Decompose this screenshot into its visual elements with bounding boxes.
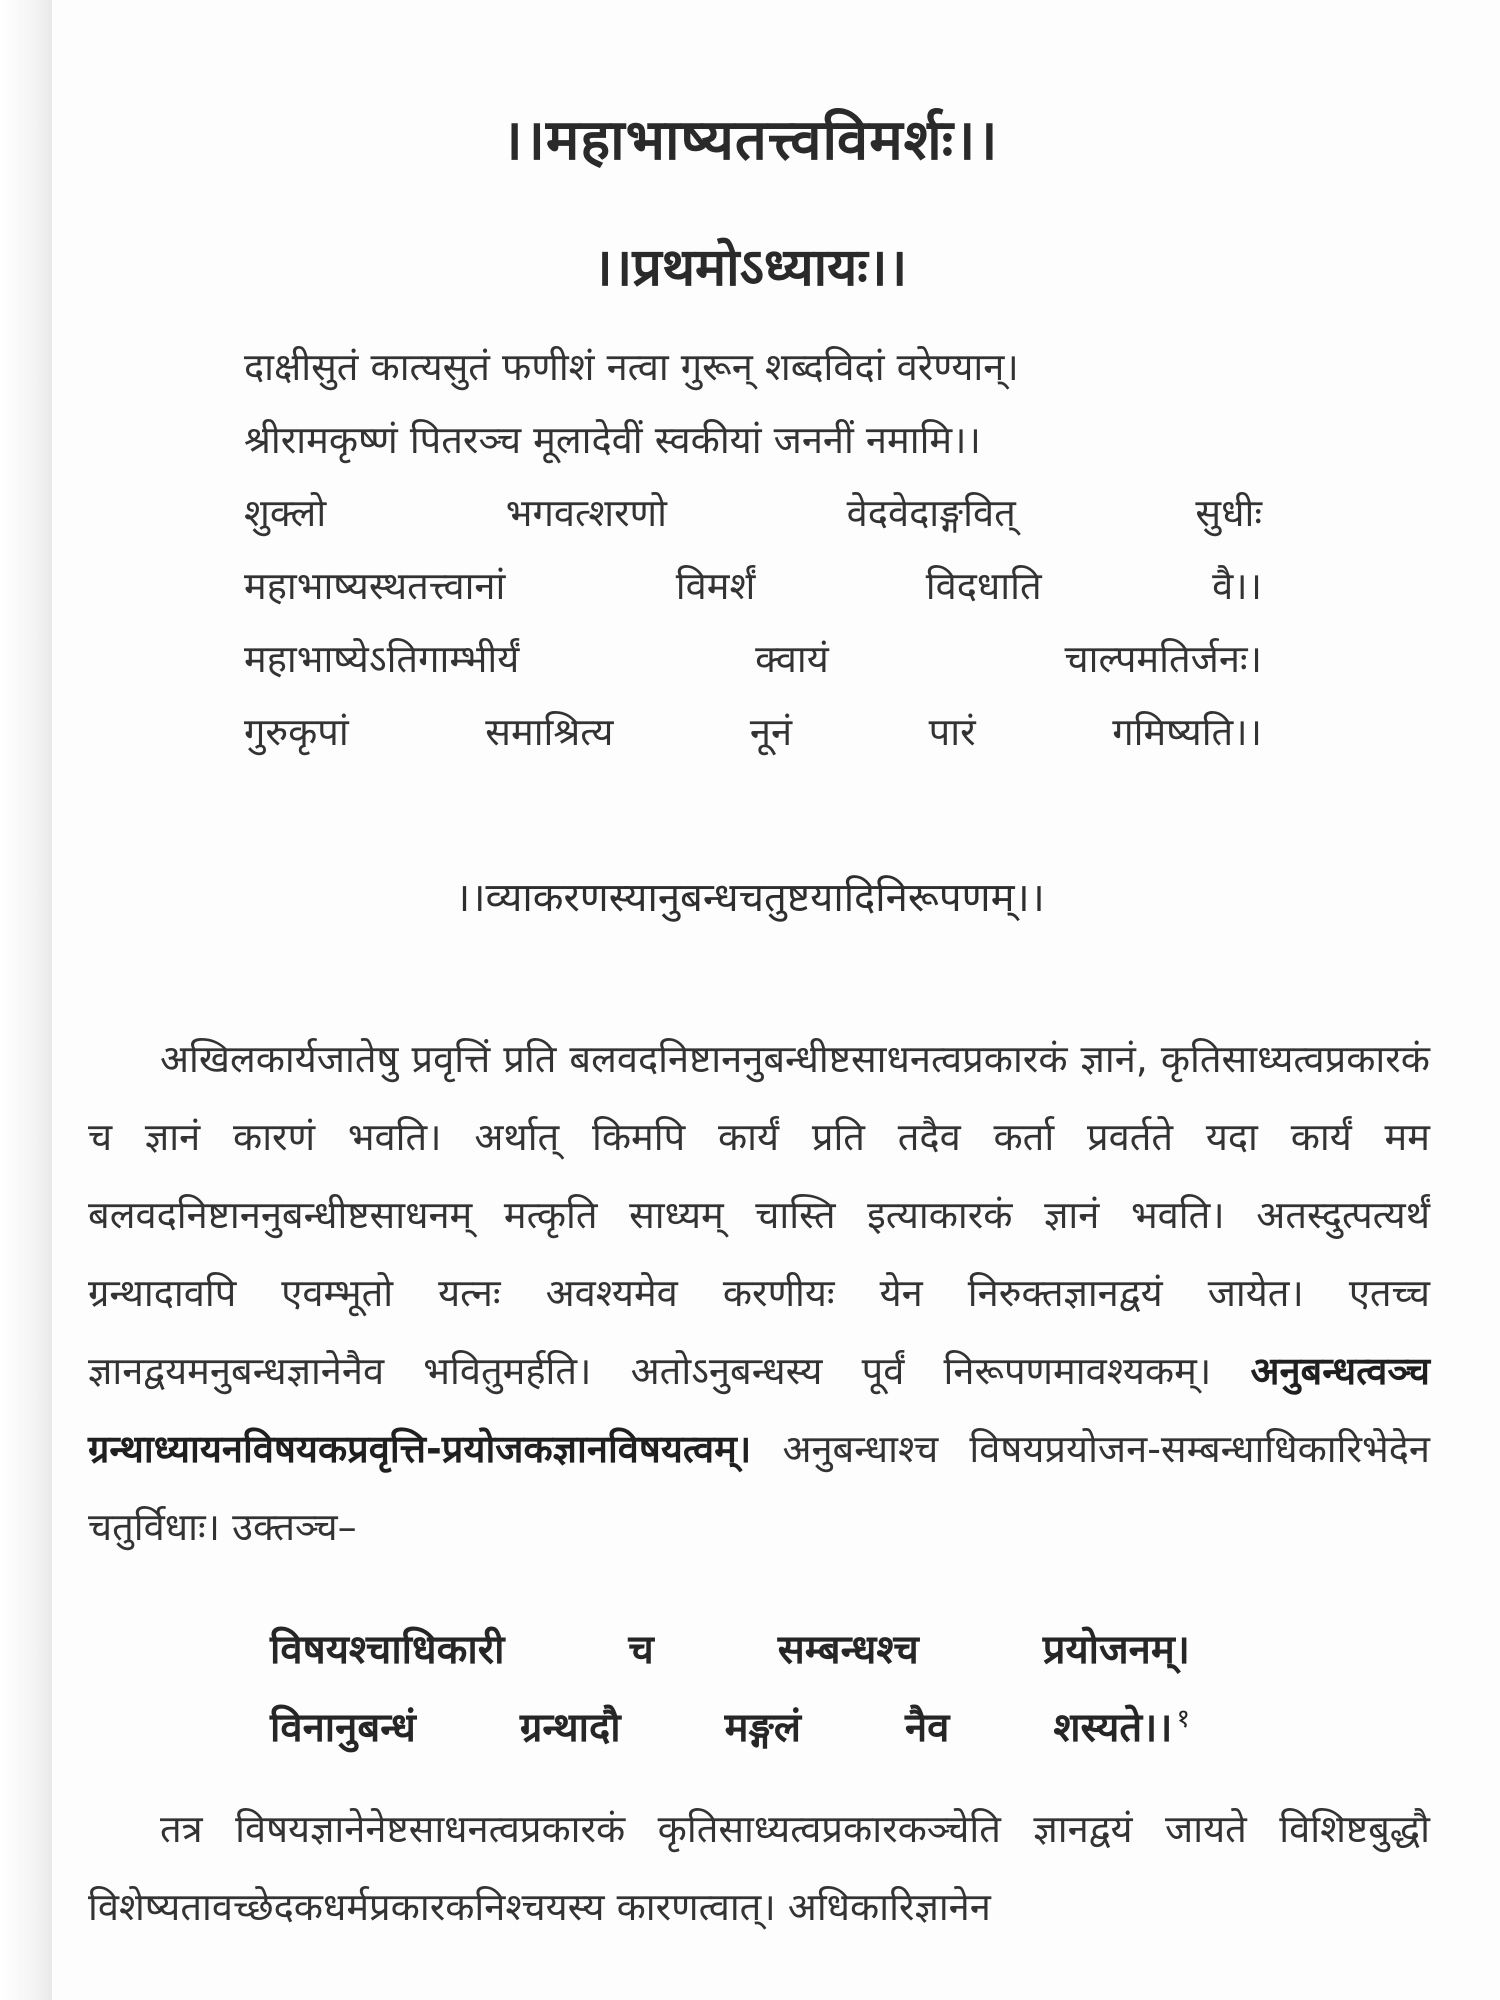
verse-word: महाभाष्येऽतिगाम्भीर्यं bbox=[244, 637, 520, 681]
quoted-verse bbox=[270, 1620, 1190, 1776]
chapter-title: ।।प्रथमोऽध्यायः।। bbox=[592, 238, 908, 298]
verse-word: क्वायं bbox=[755, 637, 829, 681]
section-heading: ।।व्याकरणस्यानुबन्धचतुष्टयादिनिरूपणम्।। bbox=[455, 875, 1045, 921]
quote-word: नैव bbox=[904, 1705, 950, 1751]
verse-text: श्रीरामकृष्णं पितरञ्च मूलादेवीं स्वकीयां जननीं नमामि।। bbox=[244, 418, 981, 462]
verse-word: पारं bbox=[928, 710, 976, 754]
verse-line bbox=[244, 632, 1262, 705]
footnote-marker[interactable]: १ bbox=[1176, 1703, 1190, 1734]
quote-word: प्रयोजनम्। bbox=[1042, 1627, 1190, 1673]
paragraph-text: अनुबन्धाश्च विषयप्रयोजन-सम्बन्धाधिकारिभेदेन चतुर्विधाः। उक्तञ्च– bbox=[88, 1427, 1430, 1549]
quote-word: सम्बन्धश्च bbox=[777, 1627, 919, 1673]
verse-line bbox=[244, 413, 1262, 486]
quote-word: ग्रन्थादौ bbox=[519, 1705, 621, 1751]
quote-word: च bbox=[628, 1627, 654, 1673]
verse-word: महाभाष्यस्थतत्त्वानां bbox=[244, 564, 506, 608]
verse-line bbox=[244, 486, 1262, 559]
verse-word: समाश्रित्य bbox=[485, 710, 614, 754]
verse-word: गुरुकृपां bbox=[244, 710, 349, 754]
book-title: ।।महाभाष्यतत्त्वविमर्शः।। bbox=[501, 108, 999, 173]
verse-word: वै।। bbox=[1212, 564, 1262, 608]
verse-word: चाल्पमतिर्जनः। bbox=[1064, 637, 1262, 681]
quote-word: मङ्गलं bbox=[724, 1705, 801, 1751]
verse-word: सुधीः bbox=[1195, 491, 1262, 535]
quote-line bbox=[270, 1620, 1190, 1698]
paragraph-text: अखिलकार्यजातेषु प्रवृत्तिं प्रति बलवदनिष्टाननुबन्धीष्टसाधनत्वप्रकारकं ज्ञानं, कृतिसाध्यत्वप्रकारकं च ज्ञानं कारणं भवति। अर्थात् किमपि कार्यं प्रति तदैव कर्ता प्रवर्तते यदा कार्यं मम बलवदनिष्टाननुबन्धीष्टसाधनम् मत्कृति साध्यम् चास्ति इत्याकारकं ज्ञानं भवति। अतस्दुत्पत्यर्थं ग्रन्थादावपि एवम्भूतो यत्नः अवश्यमेव करणीयः येन निरुक्तज्ञानद्वयं जायेत। एतच्च ज्ञानद्वयमनुबन्धज्ञानेनैव भवितुमर्हति। अतोऽनुबन्धस्य पूर्वं निरूपणमावश्यकम्। bbox=[88, 1037, 1430, 1393]
verse-word: शुक्लो bbox=[244, 491, 327, 535]
verse-line bbox=[244, 340, 1262, 413]
verse-word: गमिष्यति।। bbox=[1112, 710, 1262, 754]
verse-word: वेदवेदाङ्गवित् bbox=[846, 491, 1016, 535]
verse-line bbox=[244, 705, 1262, 778]
verse-word: भगवत्शरणो bbox=[505, 491, 667, 535]
quote-word: विषयश्चाधिकारी bbox=[270, 1627, 505, 1673]
quote-word-with-footnote bbox=[1053, 1698, 1190, 1753]
verse-word: विमर्शं bbox=[675, 564, 756, 608]
verse-line bbox=[244, 559, 1262, 632]
invocation-verses bbox=[244, 340, 1262, 778]
quote-word: विनानुबन्धं bbox=[270, 1705, 416, 1751]
verse-text: दाक्षीसुतं कात्यसुतं फणीशं नत्वा गुरून् शब्दविदां वरेण्यान्। bbox=[244, 345, 1019, 389]
body-paragraph bbox=[88, 1020, 1430, 1566]
quote-line bbox=[270, 1698, 1190, 1776]
quote-word: शस्यते।। bbox=[1053, 1705, 1173, 1751]
verse-word: विदधाति bbox=[925, 564, 1042, 608]
bold-definition: अनुबन्धत्वञ्च ग्रन्थाध्यायनविषयकप्रवृत्ति-प्रयोजकज्ञानविषयत्वम्। bbox=[88, 1349, 1430, 1471]
body-paragraph: तत्र विषयज्ञानेनेष्टसाधनत्वप्रकारकं कृतिसाध्यत्वप्रकारकञ्चेति ज्ञानद्वयं जायते विशिष्टबुद्धौ विशेष्यतावच्छेदकधर्मप्रकारकनिश्चयस्य कारणत्वात्। अधिकारिज्ञानेन bbox=[88, 1807, 1430, 1929]
verse-word: नूनं bbox=[749, 710, 793, 754]
